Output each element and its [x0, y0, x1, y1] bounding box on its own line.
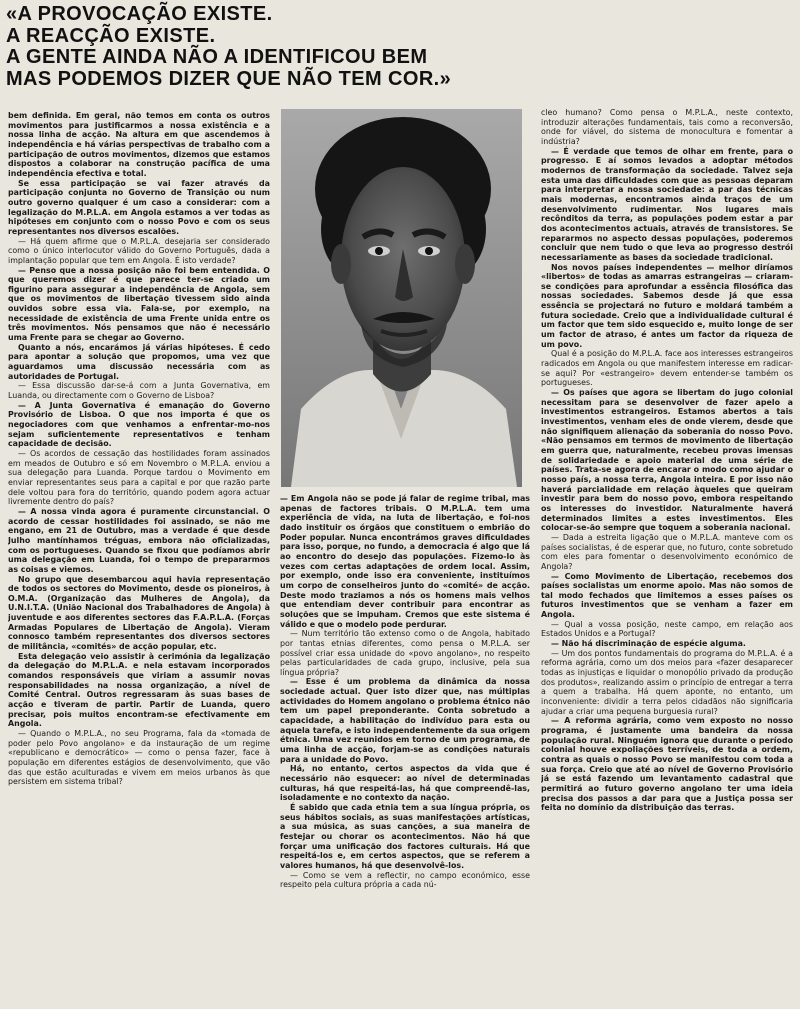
paragraph: — A Junta Governativa é emanação do Governo Provisório de Lisboa. O que nos importa é que os negociadores com que venhamos a enfrentar-mo-nos sejam suficientemente representativos e tenham capacidade de decisão.: [8, 400, 270, 449]
paragraph: — Não há discriminação de espécie alguma.: [551, 639, 746, 649]
headline-line-3: A GENTE AINDA NÃO A IDENTIFICOU BEM: [6, 46, 428, 68]
paragraph: É sabido que cada etnia tem a sua língua própria, os seus hábitos sociais, as suas manifestações artísticas, a sua música, as suas canções, a sua maneira de festejar ou chorar os acontecimentos. Não há que forçar uma unificação dos factores culturais. Há que respeitá-los e, em certos aspectos, que se referem a valores humanos, há que desenvolvê-los.: [280, 803, 530, 870]
paragraph: — Qual a vossa posição, neste campo, em relação aos Estados Unidos e a Portugal?: [541, 619, 793, 639]
paragraph: — Os acordos de cessação das hostilidades foram assinados em meados de Outubro e só em Novembro o M.P.L.A. enviou a sua delegação para Luanda. Porque tardou o Movimento em enviar representantes seus para a capital e por que razão parte dele voltou para fora do território, quando podem agora actuar livremente dentro do país?: [8, 448, 270, 507]
paragraph: — A reforma agrária, como vem exposto no nosso programa, é justamente uma bandeira da nossa população rural. Ninguém ignora que durante o período colonial houve expoliações terríveis, de toda a ordem, contra as quais o nosso Povo se manifestou com toda a sua força. Creio que até ao nível de Governo Provisório já se está fazendo um levantamento cadastral que permitirá ao futuro governo angolano ter uma ideia precisa dos passos a dar para que a Justiça possa ser feita no domínio da distribuição das terras.: [541, 716, 793, 813]
paragraph: — Esse é um problema da dinâmica da nossa sociedade actual. Quer isto dizer que, nas múltiplas actividades do Homem angolano o problema étnico não tem um papel preponderante. Conta sobretudo a capacidade, a habilitação do indivíduo para esta ou aquela tarefa, e isto independentemente da sua origem étnica. Uma vez reunidos em torno de um programa, de uma linha de acção, forjam-se as condições naturais para a unidade do Povo.: [280, 677, 530, 764]
paragraph: cleo humano? Como pensa o M.P.L.A., neste contexto, introduzir alterações fundamentais, tais como a reconversão, onde for viável, do sistema de monocultura e fomentar a indústria?: [541, 108, 793, 146]
paragraph: Há, no entanto, certos aspectos da vida que é necessário não esquecer: ao nível de determinadas culturas, há que respeitá-las, há que compreendê-las, isoladamente e no contexto da nação.: [280, 764, 530, 803]
paragraph: — É verdade que temos de olhar em frente, para o progresso. E aí somos levados a adoptar métodos modernos de transformação da sociedade. Talvez seja esta uma das dificuldades com que as pessoas deparam para interpretar a nossa sociedade: a par das técnicas mais modernas, encontramos ainda traços de um desenvolvimento rudimentar. Nos lugares mais recônditos da terra, as populações podem estar a par dos acontecimentos actuais, através de transistores. Se repararmos no aspecto dessas populações, poderemos concluir que nem tudo o que leva ao progresso destrói necessariamente as bases da sociedade tradicional.: [541, 146, 793, 262]
text-column-2: [280, 494, 530, 1006]
paragraph: — Os países que agora se libertam do jugo colonial necessitam para se desenvolver de fazer apelo a investimentos estrangeiros. Estamos abertos a tais investimentos, venham eles de onde vierem, desde que não signifiquem alienação da soberania do nosso Povo. «Não pensamos em termos de movimento de libertação em guerra que, naturalmente, recebeu provas imensas de solidariedade e apoio material de uma série de países. Trata-se agora de encarar o modo como ajudar o nosso país, a nossa terra, Angola inteira. E por isso não haverá parcialidade em relação àqueles que queiram investir para bem do nosso povo, embora respeitando os interesses do investidor. Naturalmente haverá determinados limites a estes investimentos. Eles colocar-se-ão sempre que toquem a soberania nacional.: [541, 388, 793, 533]
portrait-illustration: [281, 109, 522, 487]
paragraph: — Como Movimento de Libertação, recebemos dos países socialistas um enorme apoio. Mas não somos de tal modo fechados que limitemos a esses países os futuros investimentos que se venham a fazer em Angola.: [541, 571, 793, 620]
headline-line-4: MAS PODEMOS DIZER QUE NÃO TEM COR.»: [6, 67, 452, 90]
paragraph: No grupo que desembarcou aqui havia representação de todos os sectores do Movimento, desde os pioneiros, à O.M.A. (Organização das Mulheres de Angola), da U.N.I.T.A. (União Nacional dos Trabalhadores de Angola) à juventude e aos diferentes sectores das F.A.P.L.A. (Forças Armadas Populares de Libertação de Angola). Vieram connosco também representantes dos diversos sectores de militância, «comités» de acção popular, etc.: [8, 574, 270, 652]
text-column-3: [541, 108, 793, 1006]
paragraph: — Um dos pontos fundamentais do programa do M.P.L.A. é a reforma agrária, como um dos meios para «fazer desaparecer todas as injustiças e liquidar o monopólio privado da produção dos produtos», realizando assim o princípio de entregar a terra a quem a trabalha. Há quem aponte, no entanto, um inconveniente: dividir a terra pelos cidadãos não significaria ajudar a criar uma pequena burguesia rural?: [541, 648, 793, 716]
paragraph: — Penso que a nossa posição não foi bem entendida. O que queremos dizer é que parece ter-se criado um figurino para assegurar a independência de Angola, sem que os movimentos de libertação tivessem sido ainda ouvidos sobre essa via. Fala-se, por exemplo, na necessidade de existência de uma Frente unida entre os três movimentos. Nós pensamos que não é necessário uma Frente para se chegar ao Governo.: [8, 265, 270, 343]
paragraph: — A nossa vinda agora é puramente circunstancial. O acordo de cessar hostilidades foi assinado, se não me engano, em 21 de Outubro, mas a verdade é que desde Julho mantínhamos tréguas, embora não oficializadas, com os portugueses. Quando se fixou que podíamos abrir uma delegação em Luanda, foi o tempo de prepararmos as coisas e viemos.: [8, 506, 270, 574]
headline: [6, 4, 796, 90]
portrait-photo: [281, 109, 522, 487]
paragraph: bem definida. Em geral, não temos em conta os outros movimentos para justificarmos a nossa existência e a nossa linha de acção. Na altura em que ascendemos à independência e há várias perspectivas de trabalho com a participação de outros movimentos, dizemos que estamos dispostos a colaborar na construção pacífica de uma independência efectiva e total.: [8, 111, 270, 178]
paragraph: — Dada a estreita ligação que o M.P.L.A. manteve com os países socialistas, é de esperar que, no futuro, conte sobretudo com eles para fomentar o desenvolvimento económico de Angola?: [541, 532, 793, 571]
paragraph: Quanto a nós, encarámos já várias hipóteses. É cedo para apontar a solução que propomos, uma vez que aguardamos uma discussão necessária com as autoridades de Portugal.: [8, 342, 270, 381]
paragraph: — Em Angola não se pode já falar de regime tribal, mas apenas de factores tribais. O M.P.L.A. tem uma experiência de vida, na luta de libertação, e foi-nos dado instituir os órgãos que constituem o embrião do Poder popular. Nunca encontrámos graves dificuldades para isso, porque, no fundo, a democracia é algo que lá ao encontro do desejo das populações. Fizemo-lo às vezes com certas adaptações de ordem local. Assim, por exemplo, onde isso era conveniente, instituímos um corpo de conselheiros junto do «comité» de acção. Deste modo traziamos a nós os homens mais velhos que entendiam dever contribuir para encontrar as soluções que se impuham. Cremos que este sistema é válido e que o modelo pode perdurar.: [280, 494, 530, 629]
paragraph: — Há quem afirme que o M.P.L.A. desejaria ser considerado como o único interlocutor válido do Governo Português, dada a implantação popular que tem em Angola. É isto verdade?: [8, 236, 270, 265]
paragraph: Nos novos países independentes — melhor diríamos «libertos» de todas as amarras estrangeiras — criaram-se condições para aprofundar a essência filosófica das nossas sociedades. Sabemos desde já que essa essência se projectará no futuro e moldará também a futura sociedade. Creio que a individualidade cultural é um factor que tem sido esquecido e, muito longe de ser um factor de atraso, é antes um factor da riqueza de um povo.: [541, 262, 793, 349]
paragraph: — Num território tão extenso como o de Angola, habitado por tantas etnias diferentes, como pensa o M.P.L.A. ser possível criar essa unidade do «povo angolano», no respeito pelas particularidades de cada grupo, inclusive, pela sua língua própria?: [280, 629, 530, 677]
headline-line-2: A REACÇÃO EXISTE.: [6, 24, 216, 47]
paragraph: — Como se vem a reflectir, no campo económico, esse respeito pela cultura própria a cada nú-: [280, 870, 530, 890]
paragraph: Esta delegação veio assistir à cerimónia da legalização da delegação do M.P.L.A. e nela estavam incorporados comandos responsáveis que viriam a assumir novas responsabilidades na nossa organização, a nível de Comité Central. Outros regressaram às suas bases de acção e tiveram de partir. Partir de Luanda, quero precisar, pois muitos encontram-se efectivamente em Angola.: [8, 651, 270, 729]
text-column-1: [8, 111, 270, 1006]
paragraph: Qual é a posição do M.P.L.A. face aos interesses estrangeiros radicados em Angola ou que manifestem interesse em radicar-se aqui? Por «estrangeiro» devem entender-se também os portugueses.: [541, 349, 793, 388]
paragraph: — Quando o M.P.L.A., no seu Programa, fala da «tomada de poder pelo Povo angolano» e da instauração de um regime «republicano e democrático» — como o pensa fazer, face à população em diferentes estágios de desenvolvimento, que vão das que estão aculturadas e vivem em meios urbanos às que persistem em sistema tribal?: [8, 729, 270, 787]
paragraph: — Essa discussão dar-se-á com a Junta Governativa, em Luanda, ou directamente com o Governo de Lisboa?: [8, 381, 270, 401]
headline-line-1: «A PROVOCAÇÃO EXISTE.: [6, 3, 273, 25]
paragraph: Se essa participação se vai fazer através da participação conjunta no Governo de Transição ou num outro governo qualquer é um caso a considerar: com a legalização do M.P.L.A. em Angola estamos a ver todas as hipóteses em conjunto com o nosso Povo e com os seus representantes nos diversos escalões.: [8, 178, 270, 236]
